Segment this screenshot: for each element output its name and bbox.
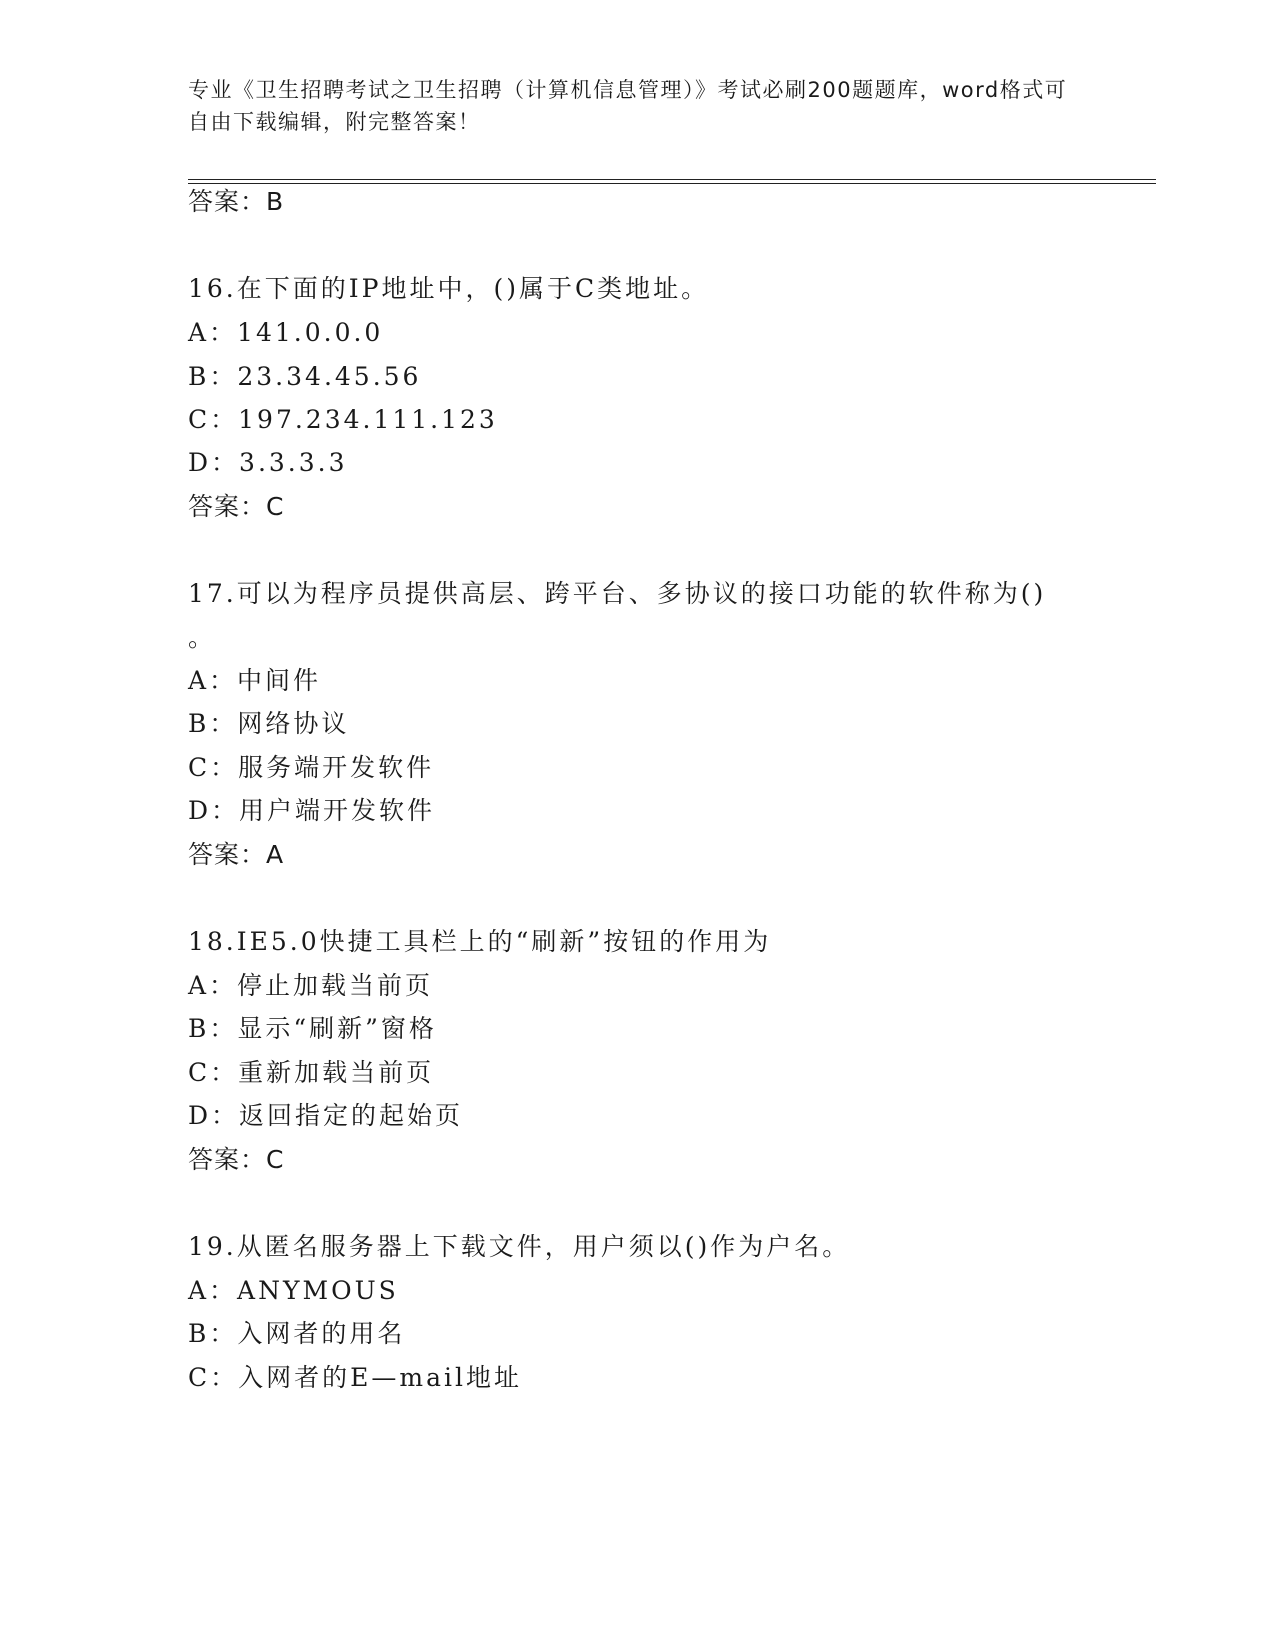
question-16-answer: 答案：C (188, 492, 285, 521)
question-19-stem: 19.从匿名服务器上下载文件，用户须以()作为户名。 (188, 1232, 851, 1261)
header-rule-top (188, 179, 1156, 180)
question-18-option-c: C：重新加载当前页 (188, 1058, 435, 1087)
question-16-option-d: D：3.3.3.3 (188, 448, 348, 477)
document-header: 专业《卫生招聘考试之卫生招聘（计算机信息管理）》考试必刷200题题库，word格式可自由下载编辑，附完整答案！ (188, 78, 1068, 134)
question-17-answer: 答案：A (188, 840, 285, 869)
question-16-stem: 16.在下面的IP地址中，()属于C类地址。 (188, 274, 710, 303)
previous-answer: 答案：B (188, 187, 285, 216)
question-18-stem: 18.IE5.0快捷工具栏上的“刷新”按钮的作用为 (188, 927, 772, 956)
question-17-option-b: B：网络协议 (188, 709, 350, 738)
question-18-answer: 答案：C (188, 1145, 285, 1174)
question-18-option-d: D：返回指定的起始页 (188, 1101, 464, 1130)
question-18-option-a: A：停止加载当前页 (188, 971, 434, 1000)
question-19-option-c: C：入网者的E—mail地址 (188, 1363, 522, 1392)
question-19-option-a: A：ANYMOUS (188, 1276, 399, 1305)
question-17-option-a: A：中间件 (188, 666, 322, 695)
header-rule-bottom (188, 183, 1156, 184)
question-17-stem-continued: 。 (188, 623, 217, 652)
question-16-option-a: A：141.0.0.0 (188, 318, 384, 347)
question-18-option-b: B：显示“刷新”窗格 (188, 1014, 437, 1043)
question-17-stem: 17.可以为程序员提供高层、跨平台、多协议的接口功能的软件称为() (188, 579, 1047, 608)
question-17-option-c: C：服务端开发软件 (188, 753, 435, 782)
question-16-option-b: B：23.34.45.56 (188, 362, 422, 391)
question-16-option-c: C：197.234.111.123 (188, 405, 498, 434)
question-17-option-d: D：用户端开发软件 (188, 796, 436, 825)
question-19-option-b: B：入网者的用名 (188, 1319, 406, 1348)
